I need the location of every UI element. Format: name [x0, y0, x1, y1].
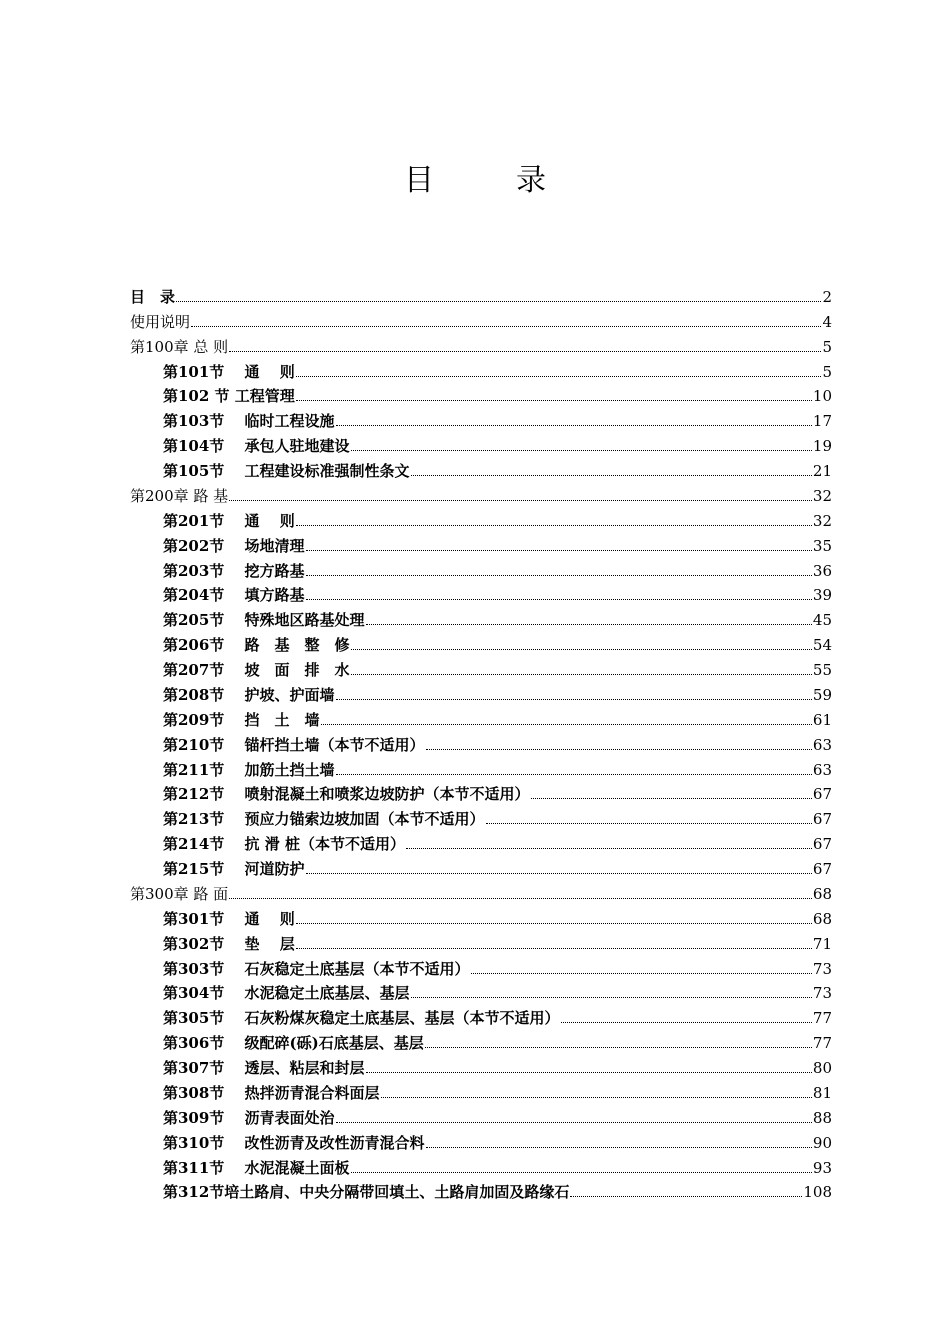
toc-entry-label: 第200章 路 基	[130, 486, 229, 505]
toc-leader-dots	[229, 351, 821, 352]
toc-entry-label: 第105节 工程建设标准强制性条文	[163, 462, 410, 480]
toc-leader-dots	[426, 749, 812, 750]
toc-entry[interactable]	[130, 556, 832, 581]
toc-entry-label: 第202节 场地清理	[163, 536, 305, 555]
toc-entry[interactable]	[130, 481, 832, 506]
toc-leader-dots	[191, 326, 821, 327]
toc-entry-label: 第102 节 工程管理	[163, 387, 295, 406]
toc-entry[interactable]	[130, 581, 832, 606]
toc-entry[interactable]	[130, 1028, 832, 1053]
toc-entry-label: 第204节 填方路基	[163, 586, 305, 605]
toc-leader-dots	[561, 1022, 812, 1023]
toc-entry-label: 第211节 加筋土挡土墙	[163, 760, 335, 779]
toc-entry[interactable]	[130, 655, 832, 680]
toc-leader-dots	[531, 798, 812, 799]
toc-entry[interactable]	[130, 680, 832, 705]
toc-entry-label: 第308节 热拌沥青混合料面层	[163, 1083, 380, 1102]
toc-entry-page: 93	[812, 1158, 832, 1177]
toc-entry[interactable]	[130, 1128, 832, 1153]
toc-leader-dots	[366, 1072, 812, 1073]
toc-entry-label: 第103节 临时工程设施	[163, 412, 335, 431]
toc-entry-label: 第306节 级配碎(砾)石底基层、基层	[163, 1034, 424, 1053]
toc-entry[interactable]	[130, 605, 832, 630]
toc-leader-dots	[336, 699, 812, 700]
toc-entry[interactable]	[130, 780, 832, 805]
toc-leader-dots	[306, 599, 812, 600]
toc-entry-page: 67	[812, 860, 832, 878]
toc-entry-page: 77	[812, 1009, 832, 1028]
toc-entry-page: 45	[812, 611, 832, 630]
toc-entry[interactable]	[130, 904, 832, 929]
toc-entry-label: 目 录	[130, 287, 176, 306]
toc-leader-dots	[296, 525, 812, 526]
toc-entry[interactable]	[130, 357, 832, 382]
toc-entry-page: 59	[812, 685, 832, 704]
toc-entry[interactable]	[130, 730, 832, 755]
toc-entry-label: 第206节 路 基 整 修	[163, 636, 350, 655]
toc-entry-page: 63	[812, 760, 832, 779]
toc-entry-page: 19	[812, 437, 832, 456]
toc-entry-page: 63	[812, 735, 832, 754]
toc-entry-page: 39	[812, 586, 832, 605]
toc-entry-label: 第104节 承包人驻地建设	[163, 437, 350, 456]
toc-entry[interactable]	[130, 406, 832, 431]
toc-entry[interactable]	[130, 531, 832, 556]
toc-entry[interactable]	[130, 755, 832, 780]
toc-leader-dots	[426, 1147, 812, 1148]
toc-entry-page: 17	[812, 412, 832, 431]
toc-entry[interactable]	[130, 979, 832, 1004]
toc-leader-dots	[351, 649, 812, 650]
toc-entry-page: 36	[812, 561, 832, 580]
page-title: 目 录	[404, 163, 572, 198]
toc-leader-dots	[306, 575, 812, 576]
toc-entry-label: 第210节 锚杆挡土墙（本节不适用）	[163, 735, 425, 754]
toc-entry-label: 第304节 水泥稳定土底基层、基层	[163, 984, 410, 1003]
toc-entry-page: 108	[803, 1183, 832, 1202]
toc-leader-dots	[351, 450, 812, 451]
toc-entry[interactable]	[130, 456, 832, 481]
toc-entry[interactable]	[130, 1153, 832, 1178]
toc-entry-page: 55	[812, 661, 832, 679]
toc-leader-dots	[296, 376, 822, 377]
toc-entry-label: 第312节培土路肩、中央分隔带回填土、土路肩加固及路缘石	[163, 1183, 570, 1202]
toc-entry-label: 第209节 挡 土 墙	[163, 710, 320, 729]
toc-entry-page: 67	[812, 785, 832, 804]
toc-entry-page: 71	[812, 934, 832, 953]
toc-entry-label: 第305节 石灰粉煤灰稳定土底基层、基层（本节不适用）	[163, 1009, 560, 1028]
toc-entry-label: 第208节 护坡、护面墙	[163, 685, 335, 704]
toc-entry-page: 21	[812, 462, 832, 480]
toc-entry-label: 第215节 河道防护	[163, 860, 305, 878]
toc-entry-page: 2	[822, 287, 832, 306]
toc-entry-label: 第207节 坡 面 排 水	[163, 661, 350, 679]
toc-entry[interactable]	[130, 630, 832, 655]
toc-entry-label: 第309节 沥青表面处治	[163, 1108, 335, 1127]
toc-leader-dots	[306, 550, 812, 551]
toc-entry-page: 67	[812, 835, 832, 854]
toc-leader-dots	[336, 425, 812, 426]
toc-entry-page: 88	[812, 1108, 832, 1127]
toc-entry-page: 10	[812, 387, 832, 406]
toc-entry-label: 第214节 抗 滑 桩（本节不适用）	[163, 835, 405, 854]
toc-leader-dots	[229, 500, 812, 501]
toc-entry-label: 第100章 总 则	[130, 337, 229, 356]
toc-leader-dots	[381, 1097, 812, 1098]
toc-entry-label: 第212节 喷射混凝土和喷浆边坡防护（本节不适用）	[163, 785, 530, 804]
toc-leader-dots	[406, 848, 812, 849]
toc-entry-page: 32	[812, 511, 832, 530]
toc-entry-label: 第300章 路 面	[130, 884, 229, 903]
toc-entry[interactable]	[130, 307, 832, 332]
toc-entry-label: 第101节 通 则	[163, 362, 295, 381]
toc-entry[interactable]	[130, 829, 832, 854]
toc-entry-page: 68	[812, 909, 832, 928]
toc-entry-label: 第201节 通 则	[163, 511, 295, 530]
toc-entry-page: 73	[812, 984, 832, 1003]
toc-leader-dots	[336, 1122, 812, 1123]
toc-entry-page: 54	[812, 636, 832, 655]
toc-entry-page: 90	[812, 1133, 832, 1152]
toc-leader-dots	[296, 923, 812, 924]
toc-entry-page: 61	[812, 710, 832, 729]
toc-leader-dots	[306, 873, 812, 874]
toc-entry-page: 80	[812, 1059, 832, 1077]
toc-entry[interactable]	[130, 1078, 832, 1103]
toc-leader-dots	[471, 973, 812, 974]
toc-entry-label: 第302节 垫 层	[163, 934, 295, 953]
toc-entry-label: 第205节 特殊地区路基处理	[163, 611, 365, 630]
toc-leader-dots	[411, 475, 812, 476]
toc-entry-page: 5	[822, 337, 832, 356]
toc-entry-label: 使用说明	[130, 312, 191, 331]
toc-entry-page: 5	[822, 362, 832, 381]
toc-entry[interactable]	[130, 804, 832, 829]
toc-leader-dots	[229, 898, 812, 899]
toc-leader-dots	[176, 301, 821, 302]
toc-leader-dots	[296, 948, 812, 949]
toc-entry-page: 35	[812, 536, 832, 555]
toc-entry[interactable]	[130, 382, 832, 407]
toc-entry-label: 第310节 改性沥青及改性沥青混合料	[163, 1133, 425, 1152]
toc-entry-label: 第311节 水泥混凝土面板	[163, 1158, 350, 1177]
toc-entry[interactable]	[130, 282, 832, 307]
toc-leader-dots	[351, 1172, 812, 1173]
toc-leader-dots	[411, 997, 812, 998]
toc-entry-label: 第213节 预应力锚索边坡加固（本节不适用）	[163, 810, 485, 829]
toc-entry-label: 第301节 通 则	[163, 909, 295, 928]
toc-entry-page: 4	[822, 312, 832, 331]
toc-leader-dots	[425, 1047, 812, 1048]
toc-entry-page: 32	[812, 486, 832, 505]
toc-entry[interactable]	[130, 854, 832, 879]
toc-entry[interactable]	[130, 705, 832, 730]
toc-entry-label: 第307节 透层、粘层和封层	[163, 1059, 365, 1077]
toc-entry-page: 67	[812, 810, 832, 829]
toc-entry[interactable]	[130, 506, 832, 531]
toc-leader-dots	[336, 774, 812, 775]
toc-entry-label: 第203节 挖方路基	[163, 561, 305, 580]
toc-leader-dots	[570, 1196, 802, 1197]
toc-entry[interactable]	[130, 929, 832, 954]
toc-entry[interactable]	[130, 431, 832, 456]
toc-leader-dots	[296, 400, 812, 401]
toc-entry[interactable]	[130, 1053, 832, 1078]
toc-entry-page: 73	[812, 959, 832, 978]
toc-entry-page: 77	[812, 1034, 832, 1053]
toc-entry[interactable]	[130, 879, 832, 904]
toc-entry-page: 81	[812, 1083, 832, 1102]
toc-entry[interactable]	[130, 1178, 832, 1203]
toc-leader-dots	[351, 674, 812, 675]
table-of-contents	[130, 282, 832, 1202]
toc-leader-dots	[321, 724, 812, 725]
toc-leader-dots	[366, 624, 812, 625]
toc-entry[interactable]	[130, 332, 832, 357]
toc-entry-page: 68	[812, 884, 832, 903]
toc-entry[interactable]	[130, 1103, 832, 1128]
toc-leader-dots	[486, 823, 812, 824]
toc-entry[interactable]	[130, 954, 832, 979]
toc-entry[interactable]	[130, 1003, 832, 1028]
toc-entry-label: 第303节 石灰稳定土底基层（本节不适用）	[163, 959, 470, 978]
